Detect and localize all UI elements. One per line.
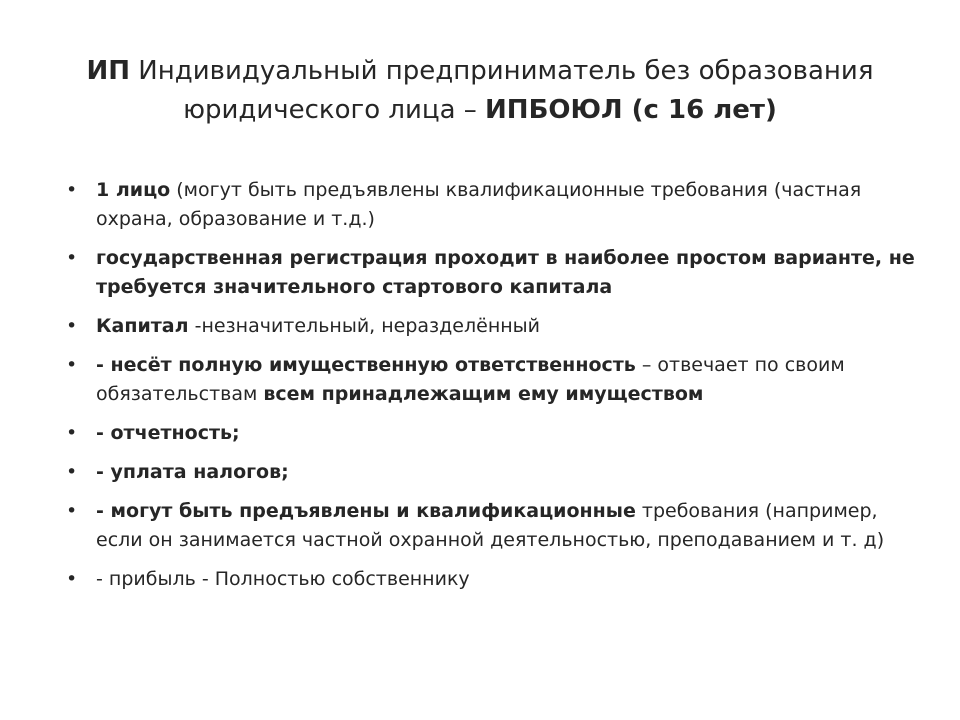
bullet-text: требования (например, если он занимается частной охранной деятельностью, преподаванием и т. д) — [96, 500, 885, 551]
bullet-item — [66, 419, 926, 448]
bullet-text-bold: Капитал — [96, 315, 189, 337]
bullet-icon: • — [66, 179, 78, 201]
bullet-text-bold: всем принадлежащим ему имуществом — [263, 383, 704, 405]
bullet-list — [66, 176, 926, 604]
bullet-text-bold: - уплата налогов; — [96, 461, 289, 483]
bullet-icon: • — [66, 354, 78, 376]
slide-title — [60, 52, 900, 130]
bullet-icon: • — [66, 461, 78, 483]
bullet-item — [66, 458, 926, 487]
bullet-icon: • — [66, 247, 78, 269]
title-acronym: ИПБОЮЛ (с 16 лет) — [485, 95, 777, 125]
bullet-icon: • — [66, 568, 78, 590]
bullet-text-bold: - несёт полную имущественную ответственность — [96, 354, 636, 376]
bullet-text-bold: - могут быть предъявлены и квалификационные — [96, 500, 636, 522]
bullet-text: - прибыль - Полностью собственнику — [96, 568, 470, 590]
bullet-icon: • — [66, 315, 78, 337]
bullet-text: (могут быть предъявлены квалификационные требования (частная охрана, образование и т.д.) — [96, 179, 862, 230]
bullet-icon: • — [66, 500, 78, 522]
bullet-text: -незначительный, неразделённый — [188, 315, 541, 337]
bullet-item — [66, 497, 926, 555]
bullet-text-bold: - отчетность; — [96, 422, 240, 444]
bullet-icon: • — [66, 422, 78, 444]
bullet-text: – отвечает по своим обязательствам — [96, 354, 845, 405]
bullet-text-bold: государственная регистрация проходит в наиболее простом варианте, не требуется значительного стартового капитала — [96, 247, 915, 298]
bullet-item — [66, 312, 926, 341]
bullet-item — [66, 244, 926, 302]
bullet-item — [66, 565, 926, 594]
title-abbrev: ИП — [86, 56, 131, 86]
title-text: Индивидуальный предприниматель без образования юридического лица – — [130, 56, 874, 125]
bullet-item — [66, 176, 926, 234]
bullet-text-bold: 1 лицо — [96, 179, 171, 201]
bullet-item — [66, 351, 926, 409]
